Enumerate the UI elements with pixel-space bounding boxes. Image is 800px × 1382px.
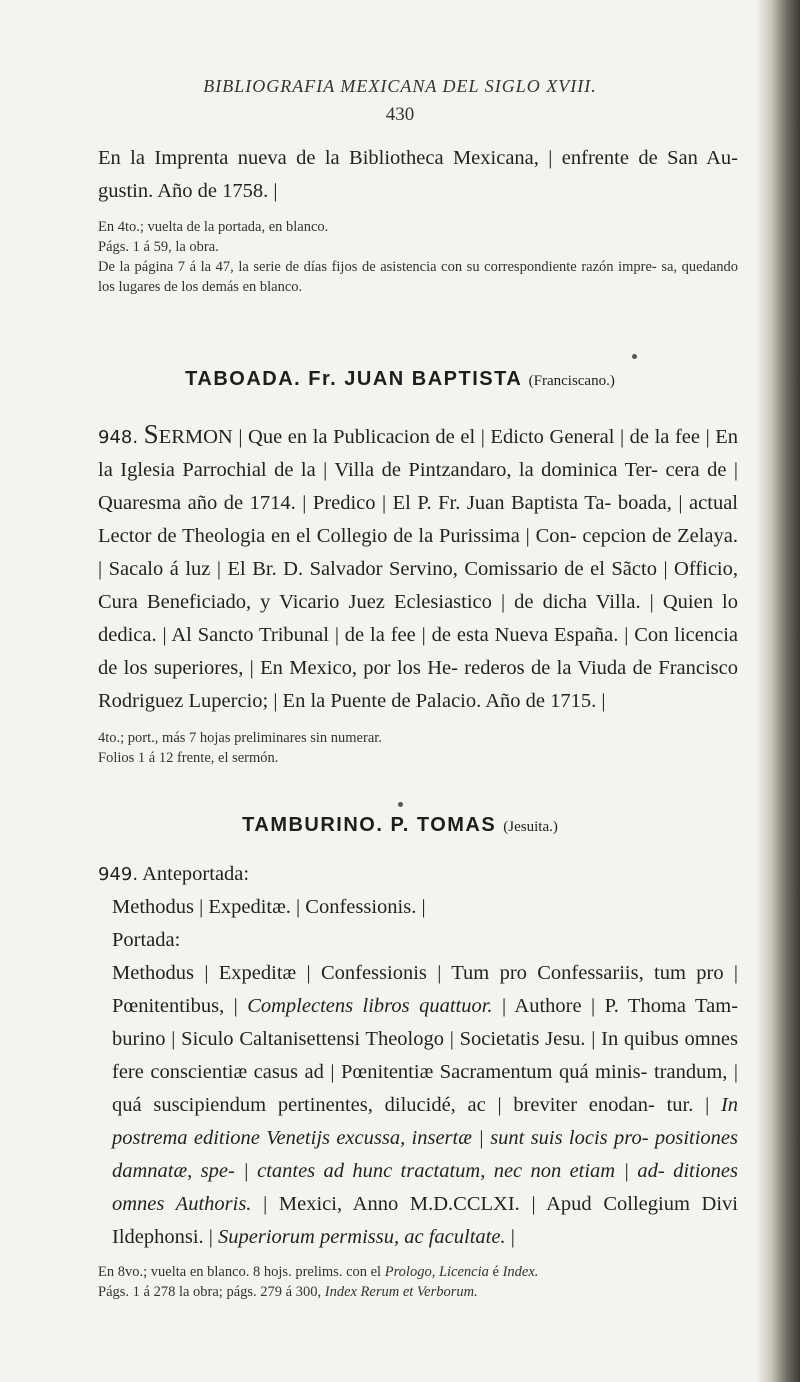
note-italic-segment: Prologo, Licencia [384, 1264, 489, 1280]
author-heading [0, 368, 800, 391]
portada-segment: | Mexici, Anno M.D.CCLXI. | Apud Collegium Divi Ildephonsi. | [112, 1193, 739, 1248]
previous-entry-text: En la Imprenta nueva de la Bibliotheca Mexicana, | enfrente de San Au- gustin. Año de 1758. | [98, 147, 738, 202]
portada-segment: Methodus | Expeditæ | Confessionis | Tum pro Confessariis, tum pro | Pœnitentibus, | [112, 962, 738, 1017]
portada-italic-segment: Complectens libros quattuor. [247, 995, 493, 1017]
portada-italic-segment: In postrema editione Venetijs excussa, insertæ | sunt suis locis pro- positiones damnatæ, spe- | ctantes ad hunc tractatum, nec non etiam | ad- ditiones omnes Authoris. [112, 1094, 739, 1215]
page-edge-shadow [756, 0, 800, 1382]
initial-letter: S [143, 419, 159, 449]
entry-948-note: 4to.; port., más 7 hojas preliminares sin numerar. [98, 730, 382, 746]
ink-speck [398, 802, 403, 807]
anteportada-text: Methodus | Expeditæ. | Confessionis. | [112, 896, 426, 918]
entry-949-note [98, 1282, 738, 1302]
author-heading [0, 814, 800, 837]
note-segment: é [492, 1264, 499, 1280]
entry-948-text [98, 418, 738, 718]
entry-number: 948. [98, 427, 139, 448]
author-name: TABOADA. Fr. JUAN BAPTISTA [185, 368, 522, 390]
anteportada-label: Anteportada: [142, 863, 250, 885]
title-transcription: | Que en la Publicacion de el | Edicto General | de la fee | En la Iglesia Parrochial de la | Villa de Pintzandaro, la dominica Ter- cera de | Quaresma año de 1714. | Predico | El P. Fr. Juan Baptista Ta- boada, | actual Lector de Theologia en el Collegio de la Purissima | Con- cepcion de Zelaya. | Sacalo á luz | El Br. D. Salvador Servino, Comissario de el Sãcto | Officio, Cura Beneficiado, y Vicario Juez Eclesiastico | de dicha Villa. | Quien lo dedica. | Al Sancto Tribunal | de la fee | de esta Nueva España. | Con licencia de los superiores, | En Mexico, por los He- rederos de la Viuda de Francisco Rodriguez Lupercio; | En la Puente de Palacio. Año de 1715. | [98, 426, 739, 712]
portada-label: Portada: [112, 929, 181, 951]
note-segment: En 8vo.; vuelta en blanco. 8 hojs. prelims. con el [98, 1264, 382, 1280]
ink-speck [632, 354, 637, 359]
note-italic-segment: Index. [502, 1264, 539, 1280]
entry-number: 949. [98, 864, 139, 885]
portada-italic-segment: Superiorum permissu, ac facultate. [218, 1226, 506, 1248]
entry-949-note [98, 1262, 738, 1282]
page-number: 430 [385, 104, 415, 125]
author-name: TAMBURINO. P. TOMAS [242, 814, 497, 836]
note-segment: Págs. 1 á 278 la obra; págs. 279 á 300, [98, 1284, 322, 1300]
entry-949-heading [98, 858, 738, 891]
note-italic-segment: Index Rerum et Verborum. [324, 1284, 478, 1300]
author-order: (Jesuita.) [503, 819, 558, 835]
portada-text [98, 957, 738, 1254]
previous-entry-note: Págs. 1 á 59, la obra. [98, 239, 219, 255]
first-word: ERMON [158, 426, 233, 448]
entry-948-note: Folios 1 á 12 frente, el sermón. [98, 750, 279, 766]
entry-949 [98, 858, 738, 1302]
previous-entry [98, 142, 738, 297]
previous-entry-note: De la página 7 á la 47, la serie de días fijos de asistencia con su correspondiente razón impre- sa, quedando los lugares de los demás en blanco. [98, 259, 738, 295]
previous-entry-note: En 4to.; vuelta de la portada, en blanco. [98, 219, 329, 235]
portada-segment: | Authore | P. Thoma Tam- burino | Siculo Caltanisettensi Theologo | Societatis Jesu. | In quibus omnes fere conscientiæ casus ad | Pœnitentiæ Sacramentum quá minis- trandum, | quá suscipiendum pertinentes, dilucidé, ac | breviter enodan- tur. | [112, 995, 739, 1116]
entry-948 [98, 418, 738, 768]
author-order: (Franciscano.) [528, 373, 615, 389]
portada-segment: | [510, 1226, 515, 1248]
running-head: BIBLIOGRAFIA MEXICANA DEL SIGLO XVIII. [203, 76, 597, 96]
